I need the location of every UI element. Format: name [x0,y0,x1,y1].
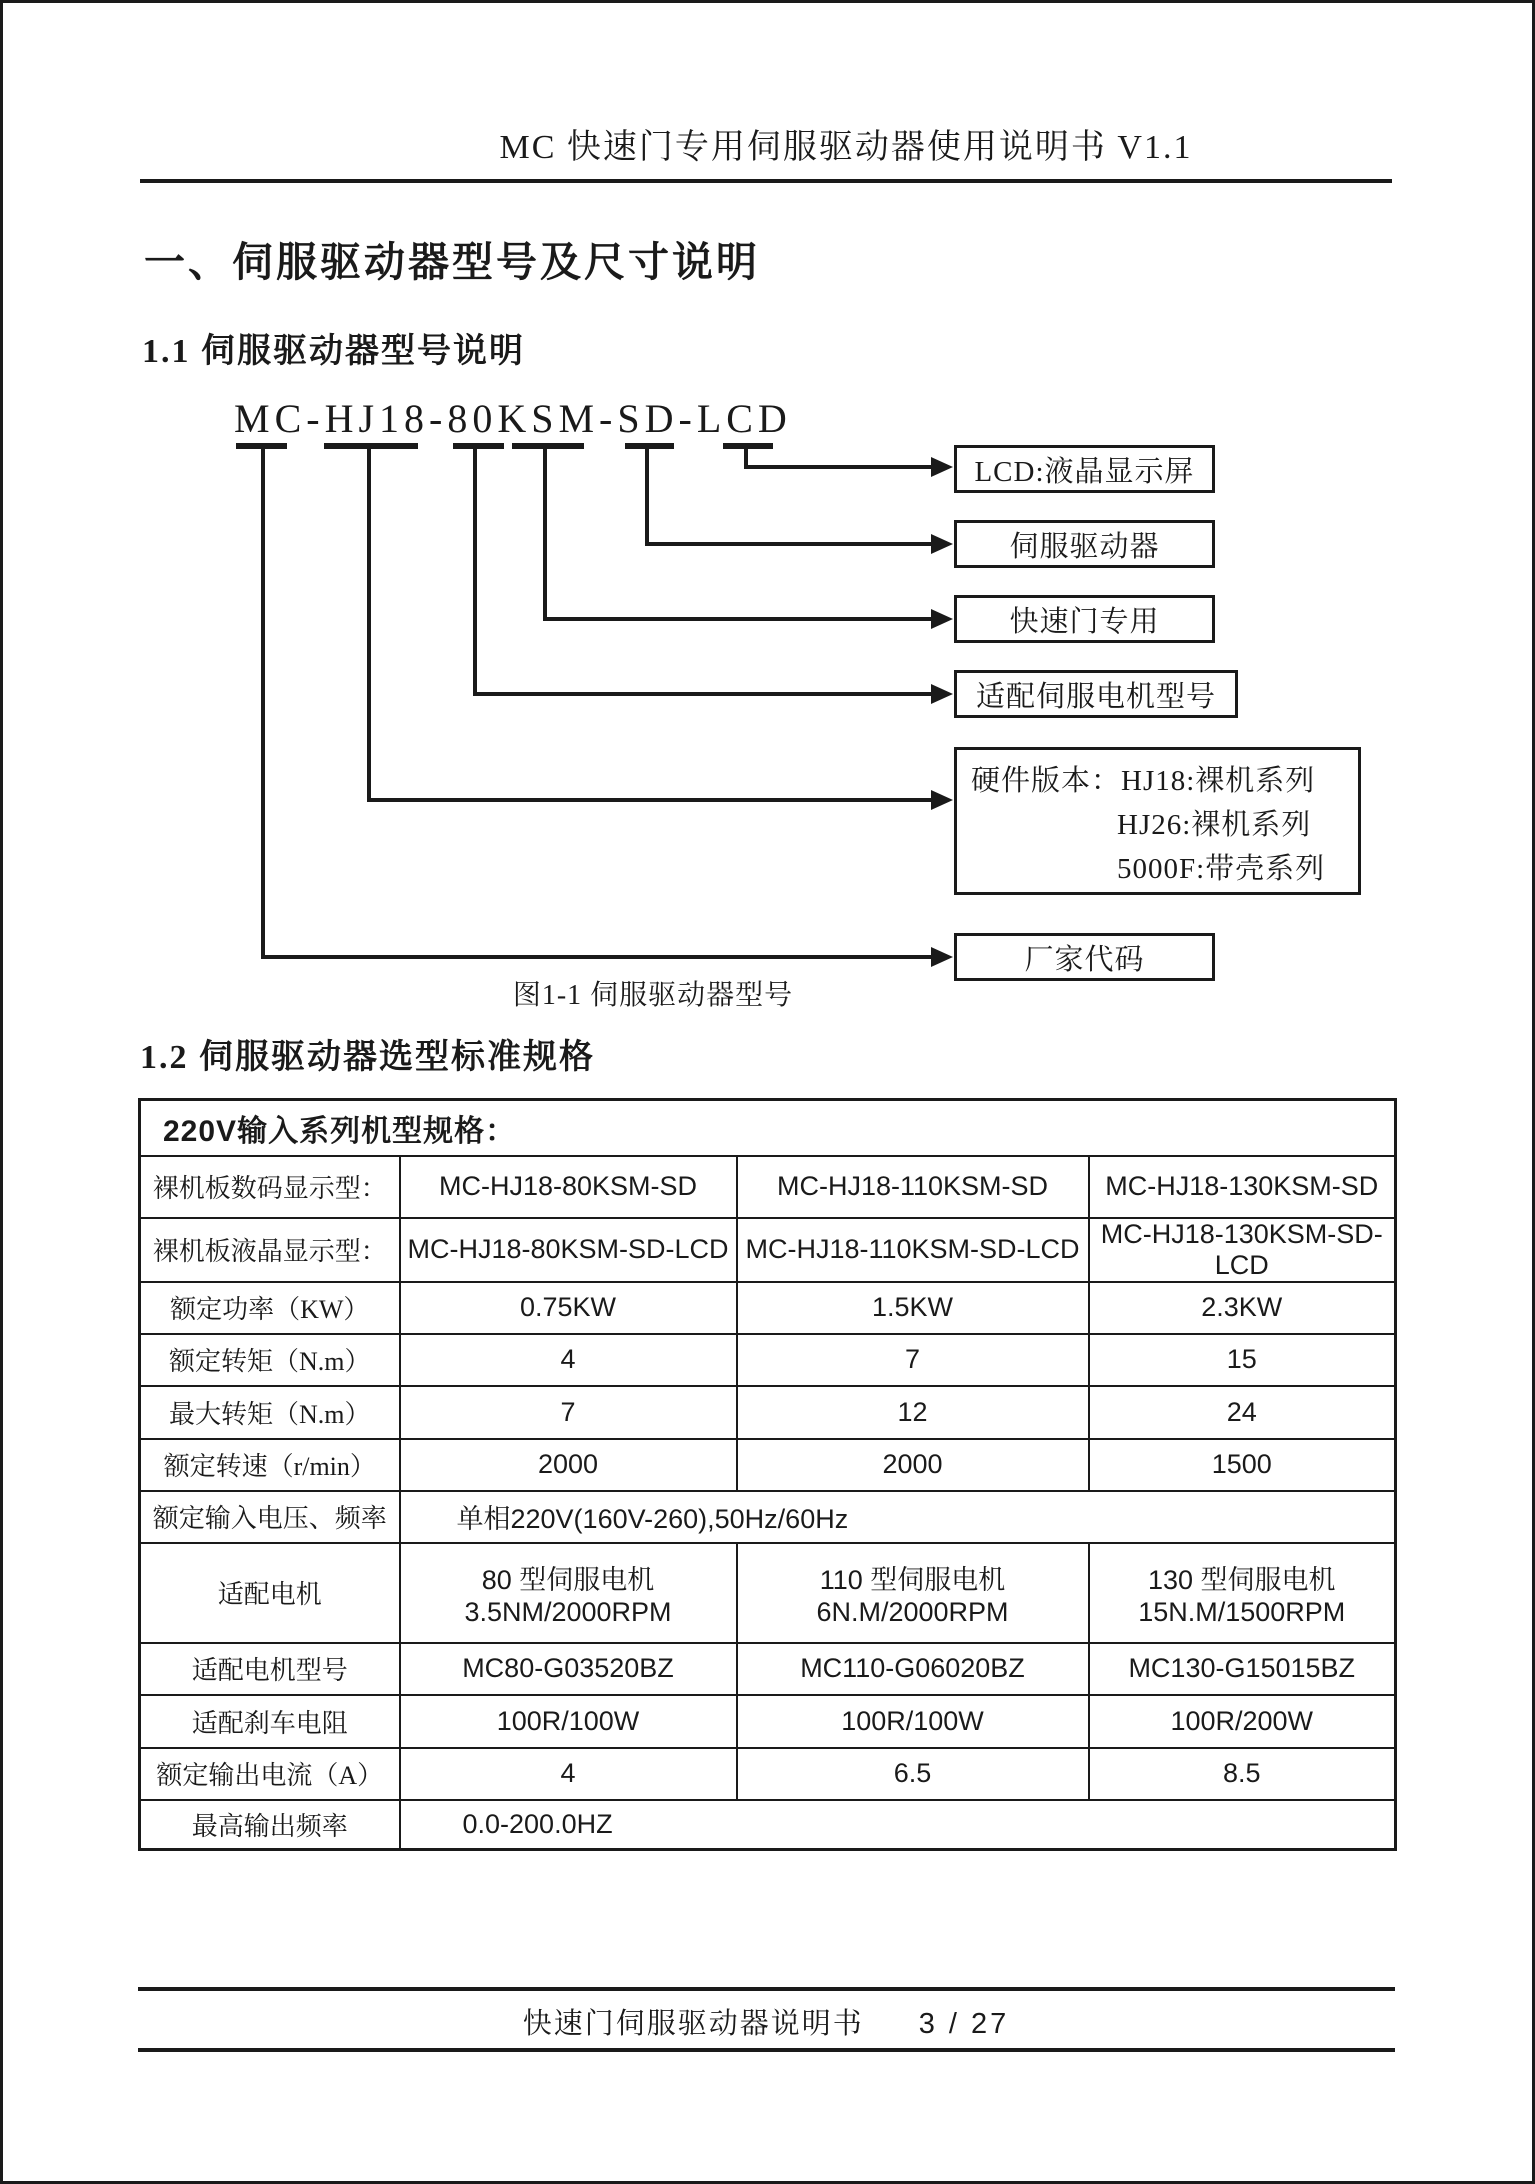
table-row-title [140,1100,1396,1156]
motor-spec-line: 15N.M/1500RPM [1138,1596,1346,1627]
cell-value-span: 0.0-200.0HZ [400,1800,1396,1850]
stem-ksm [543,447,547,621]
segment-underline-ksm [512,443,584,449]
cell-value: 8.5 [1089,1748,1396,1800]
stem-mc [261,447,265,959]
cell-value: MC-HJ18-80KSM-SD [400,1156,737,1218]
callout-label-lcd: LCD:液晶显示屏 [974,455,1195,488]
table-row-max-torque [140,1386,1396,1439]
arrow-line-hj18 [367,798,934,802]
model-number-text: MC-HJ18-80KSM-SD-LCD [234,396,792,441]
cell-value [400,1543,737,1643]
cell-value: 7 [400,1386,737,1439]
cell-value: 6.5 [737,1748,1089,1800]
table-row-lcd-model [140,1218,1396,1282]
row-label: 额定转矩（N.m） [140,1334,400,1386]
cell-value: 24 [1089,1386,1396,1439]
cell-value: MC-HJ18-110KSM-SD-LCD [737,1218,1089,1282]
cell-value [1089,1543,1396,1643]
callout-label-vendor-code: 厂家代码 [1024,943,1145,976]
segment-underline-lcd [723,443,773,449]
callout-box-servo-driver [954,520,1215,568]
cell-value: 100R/100W [400,1695,737,1748]
arrow-line-mc [261,955,934,959]
callout-box-vendor-code [954,933,1215,981]
cell-value: 4 [400,1748,737,1800]
cell-value [737,1543,1089,1643]
document-title: MC 快速门专用伺服驱动器使用说明书 V1.1 [499,129,1193,166]
hw-version-line1: 硬件版本：HJ18:裸机系列 [971,765,1316,797]
row-label: 裸机板数码显示型： [140,1156,400,1218]
section-1-2-heading: 1.2 伺服驱动器选型标准规格 [140,1039,595,1076]
cell-value: 2.3KW [1089,1282,1396,1334]
callout-label-fast-door: 快速门专用 [1009,605,1160,638]
arrow-line-lcd [744,465,934,469]
callout-box-motor-model [954,670,1238,718]
motor-spec-line: 6N.M/2000RPM [816,1596,1009,1627]
callout-label-servo-driver: 伺服驱动器 [1009,530,1160,563]
arrowhead-sd-icon [931,534,953,554]
cell-value: 0.75KW [400,1282,737,1334]
segment-underline-sd [625,443,674,449]
cell-value: MC-HJ18-110KSM-SD [737,1156,1089,1218]
header-rule [140,179,1392,183]
row-label: 适配电机型号 [140,1643,400,1695]
arrow-line-80 [473,692,934,696]
segment-underline-hj18 [324,443,418,449]
arrowhead-lcd-icon [931,457,953,477]
arrowhead-hj18-icon [931,790,953,810]
stem-80 [473,447,477,696]
footer-rule-top [138,1987,1395,1991]
table-row-rated-input [140,1491,1396,1543]
cell-value: 2000 [400,1439,737,1491]
cell-value: 100R/200W [1089,1695,1396,1748]
footer-rule-bottom [138,2048,1395,2052]
arrowhead-80-icon [931,684,953,704]
spec-table [138,1098,1397,1851]
callout-box-fast-door [954,595,1215,643]
cell-value: MC80-G03520BZ [400,1643,737,1695]
figure-caption: 图1-1 伺服驱动器型号 [512,980,794,1011]
cell-value: MC110-G06020BZ [737,1643,1089,1695]
table-row-motor-model [140,1643,1396,1695]
arrow-line-sd [645,542,934,546]
row-label: 适配刹车电阻 [140,1695,400,1748]
table-row-rated-torque [140,1334,1396,1386]
table-row-digital-model [140,1156,1396,1218]
stem-sd [645,447,649,546]
stem-hj18 [367,447,371,802]
segment-underline-80 [453,443,504,449]
row-label: 额定转速（r/min） [140,1439,400,1491]
cell-value: 12 [737,1386,1089,1439]
arrow-line-ksm [543,617,934,621]
cell-value: 7 [737,1334,1089,1386]
cell-value: 2000 [737,1439,1089,1491]
section-1-heading: 一、伺服驱动器型号及尺寸说明 [144,239,760,285]
arrowhead-ksm-icon [931,609,953,629]
section-1-1-heading: 1.1 伺服驱动器型号说明 [142,333,525,370]
arrowhead-mc-icon [931,947,953,967]
table-title-cell: 220V输入系列机型规格： [140,1100,1396,1156]
cell-value: MC-HJ18-130KSM-SD-LCD [1089,1218,1396,1282]
table-row-rated-speed [140,1439,1396,1491]
row-label: 裸机板液晶显示型： [140,1218,400,1282]
table-row-rated-current [140,1748,1396,1800]
table-row-rated-power [140,1282,1396,1334]
row-label: 额定功率（KW） [140,1282,400,1334]
callout-box-hardware-version [954,747,1361,895]
row-label: 适配电机 [140,1543,400,1643]
row-label: 额定输入电压、频率 [140,1491,400,1543]
row-label: 额定输出电流（A） [140,1748,400,1800]
hw-version-line2: HJ26:裸机系列 [1117,809,1312,841]
table-row-brake-resistor [140,1695,1396,1748]
motor-type-line: 110 型伺服电机 [819,1564,1006,1595]
cell-value: 100R/100W [737,1695,1089,1748]
table-row-max-freq [140,1800,1396,1850]
cell-value: 15 [1089,1334,1396,1386]
footer-page-number: 3 / 27 [918,2008,1010,2040]
callout-box-lcd [954,445,1215,493]
callout-label-motor-model: 适配伺服电机型号 [975,680,1216,713]
hw-version-line3: 5000F:带壳系列 [1117,853,1326,885]
cell-value: 1.5KW [737,1282,1089,1334]
row-label: 最大转矩（N.m） [140,1386,400,1439]
motor-type-line: 80 型伺服电机 [481,1564,655,1595]
footer-doc-name: 快速门伺服驱动器说明书 [522,2008,864,2040]
footer [138,2001,1394,2042]
row-label: 最高输出频率 [140,1800,400,1850]
cell-value: MC-HJ18-80KSM-SD-LCD [400,1218,737,1282]
cell-value: 4 [400,1334,737,1386]
motor-spec-line: 3.5NM/2000RPM [464,1596,672,1627]
cell-value-span: 单相220V(160V-260),50Hz/60Hz [400,1491,1396,1543]
table-row-adapted-motor [140,1543,1396,1643]
cell-value: MC-HJ18-130KSM-SD [1089,1156,1396,1218]
cell-value: 1500 [1089,1439,1396,1491]
cell-value: MC130-G15015BZ [1089,1643,1396,1695]
motor-type-line: 130 型伺服电机 [1147,1564,1336,1595]
